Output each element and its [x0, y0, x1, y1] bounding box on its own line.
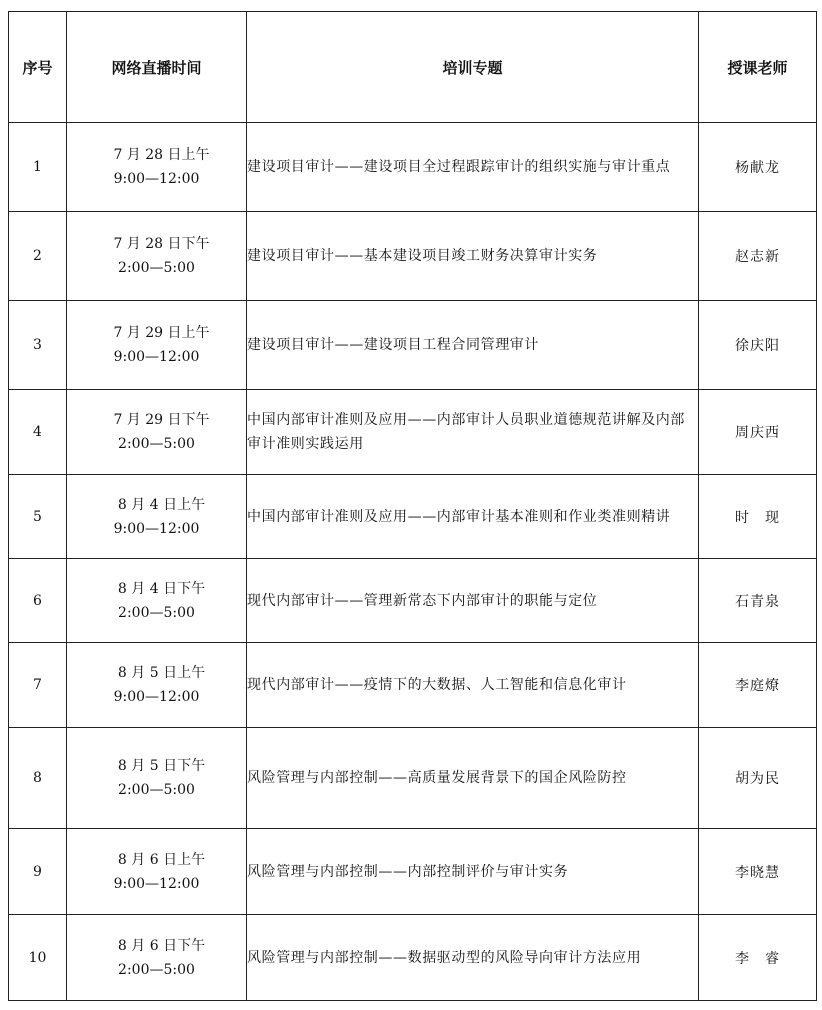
- table-row: [9, 475, 817, 559]
- row-teacher: 胡为民: [699, 728, 817, 829]
- row-index: 9: [9, 829, 67, 915]
- row-date: 7 月 29 日上午: [113, 325, 210, 341]
- training-schedule-table: [8, 11, 817, 1001]
- row-teacher: 时 现: [699, 475, 817, 559]
- row-time: [67, 728, 247, 829]
- header-time: 网络直播时间: [67, 12, 247, 123]
- row-time: [67, 643, 247, 728]
- row-date: 8 月 4 日上午: [117, 496, 206, 513]
- row-hours: 2:00—5:00: [118, 961, 195, 978]
- table-row: [9, 123, 817, 212]
- table-row: [9, 643, 817, 728]
- table-row: [9, 212, 817, 301]
- row-teacher: 杨献龙: [699, 123, 817, 212]
- row-teacher: 石青泉: [699, 559, 817, 643]
- table-row: [9, 829, 817, 915]
- row-hours: 2:00—5:00: [118, 260, 195, 276]
- row-hours: 2:00—5:00: [118, 782, 195, 798]
- header-index: 序号: [9, 12, 67, 123]
- row-topic: 风险管理与内部控制——内部控制评价与审计实务: [247, 829, 699, 915]
- row-hours: 9:00—12:00: [113, 875, 200, 892]
- row-index: 6: [9, 559, 67, 643]
- row-date: 7 月 29 日下午: [113, 412, 210, 428]
- table-row: [9, 559, 817, 643]
- row-teacher: 李庭燎: [699, 643, 817, 728]
- row-topic: 建设项目审计——建设项目工程合同管理审计: [247, 301, 699, 390]
- row-hours: 9:00—12:00: [113, 520, 200, 537]
- row-time: [67, 390, 247, 475]
- row-index: 5: [9, 475, 67, 559]
- row-topic: 建设项目审计——基本建设项目竣工财务决算审计实务: [247, 212, 699, 301]
- row-date: 8 月 6 日上午: [117, 851, 206, 868]
- row-topic: 现代内部审计——疫情下的大数据、人工智能和信息化审计: [247, 643, 699, 728]
- row-index: 7: [9, 643, 67, 728]
- row-date: 7 月 28 日上午: [113, 147, 210, 163]
- row-hours: 9:00—12:00: [113, 349, 200, 365]
- row-teacher: 李晓慧: [699, 829, 817, 915]
- row-teacher: 周庆西: [699, 390, 817, 475]
- table-row: [9, 390, 817, 475]
- row-time: [67, 475, 247, 559]
- row-index: 2: [9, 212, 67, 301]
- row-index: 1: [9, 123, 67, 212]
- row-index: 8: [9, 728, 67, 829]
- row-topic: 风险管理与内部控制——数据驱动型的风险导向审计方法应用: [247, 915, 699, 1001]
- row-topic: 中国内部审计准则及应用——内部审计人员职业道德规范讲解及内部审计准则实践运用: [247, 390, 699, 475]
- row-hours: 2:00—5:00: [118, 604, 195, 621]
- row-time: [67, 301, 247, 390]
- table-row: [9, 301, 817, 390]
- row-hours: 9:00—12:00: [113, 689, 200, 705]
- row-teacher: 徐庆阳: [699, 301, 817, 390]
- row-topic: 风险管理与内部控制——高质量发展背景下的国企风险防控: [247, 728, 699, 829]
- row-topic: 中国内部审计准则及应用——内部审计基本准则和作业类准则精讲: [247, 475, 699, 559]
- row-time: [67, 915, 247, 1001]
- row-index: 4: [9, 390, 67, 475]
- row-time: [67, 212, 247, 301]
- header-row: [9, 12, 817, 123]
- row-index: 10: [9, 915, 67, 1001]
- row-date: 8 月 4 日下午: [117, 580, 206, 597]
- row-topic: 建设项目审计——建设项目全过程跟踪审计的组织实施与审计重点: [247, 123, 699, 212]
- header-topic: 培训专题: [247, 12, 699, 123]
- table-body: [9, 123, 817, 1001]
- table-row: [9, 915, 817, 1001]
- row-teacher: 赵志新: [699, 212, 817, 301]
- row-date: 7 月 28 日下午: [113, 236, 210, 252]
- row-time: [67, 829, 247, 915]
- row-topic: 现代内部审计——管理新常态下内部审计的职能与定位: [247, 559, 699, 643]
- row-index: 3: [9, 301, 67, 390]
- table-row: [9, 728, 817, 829]
- row-date: 8 月 6 日下午: [117, 937, 206, 954]
- header-teacher: 授课老师: [699, 12, 817, 123]
- row-teacher: 李 睿: [699, 915, 817, 1001]
- row-date: 8 月 5 日上午: [117, 665, 206, 681]
- row-date: 8 月 5 日下午: [117, 758, 206, 774]
- row-time: [67, 123, 247, 212]
- row-time: [67, 559, 247, 643]
- row-hours: 2:00—5:00: [118, 436, 195, 452]
- row-hours: 9:00—12:00: [113, 171, 200, 187]
